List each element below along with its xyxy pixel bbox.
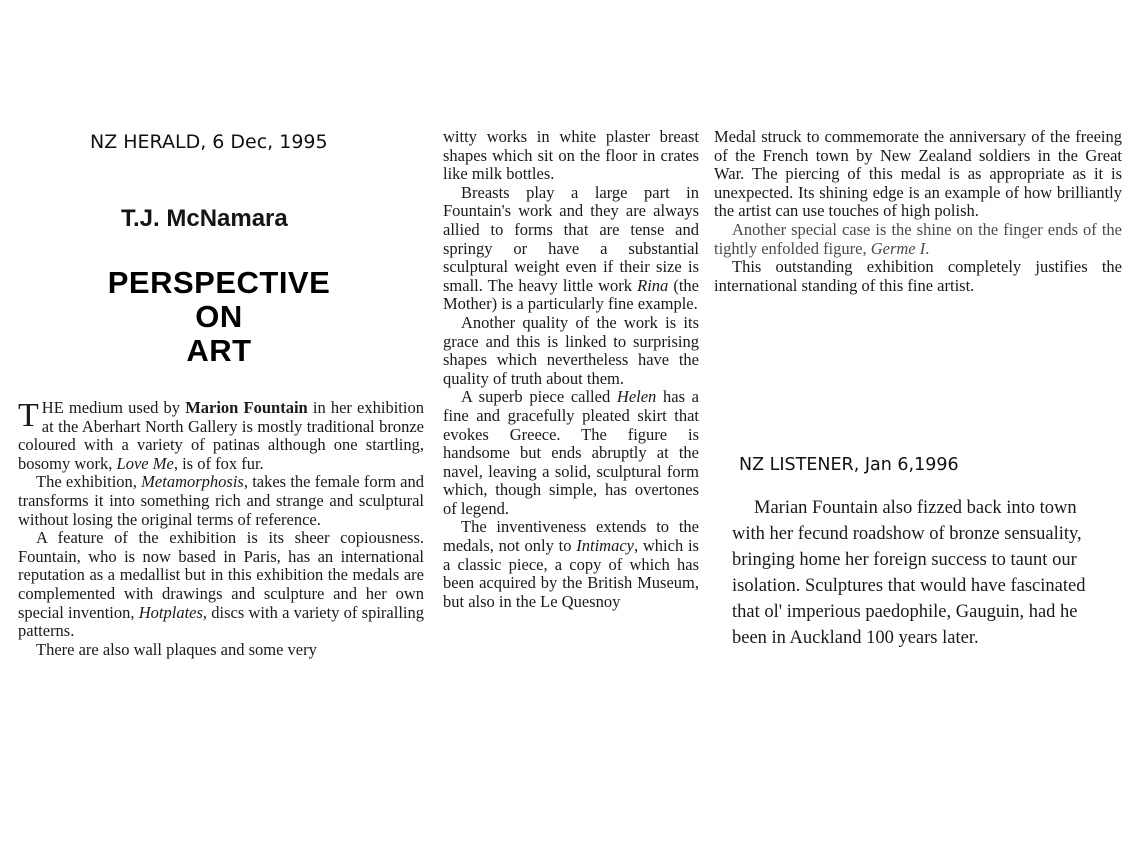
- paragraph: [18, 399, 424, 473]
- herald-column-2: [443, 128, 699, 740]
- text-run: The exhibition,: [36, 472, 142, 492]
- headline-line-1: PERSPECTIVE: [107, 265, 331, 300]
- herald-column-1: [18, 399, 424, 739]
- text-run: , which is a classic piece, a copy of which has been acquired by the British Museum, but also in the Le Quesnoy: [443, 536, 699, 611]
- paragraph: [714, 221, 1122, 258]
- headline-line-2: ON: [195, 299, 243, 334]
- text-run: has a fine and gracefully pleated skirt that evokes Greece. The figure is handsome but ends abruptly at the navel, leaving a solid, sculptural form which, though simple, has overtones of legend.: [443, 387, 699, 518]
- work-title: Hotplates: [138, 602, 203, 622]
- paragraph: witty works in white plaster breast shapes which sit on the floor in crates like milk bottles.: [443, 128, 699, 184]
- paragraph: [443, 388, 699, 518]
- text-run: A superb piece called: [461, 387, 617, 407]
- paragraph: [18, 529, 424, 641]
- paragraph: [443, 184, 699, 314]
- work-title: Helen: [616, 387, 657, 407]
- text-run: Breasts play a large part in Fountain's work and they are always allied to forms that are tense and springy or have a substantial sculptural weight even if their size is small. The heavy little work: [443, 182, 699, 295]
- listener-excerpt: [732, 495, 1106, 651]
- headline-line-3: ART: [186, 333, 252, 368]
- herald-source-label: NZ HERALD, 6 Dec, 1995: [90, 131, 328, 153]
- article-byline: T.J. McNamara: [121, 205, 288, 232]
- paragraph: This outstanding exhibition completely justifies the international standing of this fine artist.: [714, 257, 1122, 295]
- paragraph: [443, 518, 699, 611]
- text-run: (the Mother) is a particularly fine example.: [443, 275, 699, 314]
- work-title: Intimacy: [576, 536, 634, 556]
- article-headline: [98, 266, 340, 368]
- work-title: Germe I: [870, 238, 926, 258]
- text-run: , discs with a variety of spiralling patterns.: [18, 602, 424, 641]
- text-run: , is of fox fur.: [173, 453, 264, 473]
- paragraph: Medal struck to commemorate the anniversary of the freeing of the French town by New Zealand soldiers in the Great War. The piercing of this medal is as appropriate as it is unexpected. Its shining edge is an example of how brilliantly the artist can use touches of high polish.: [714, 128, 1122, 221]
- artist-name: Marion Fountain: [185, 399, 308, 417]
- text-run: HE medium used by: [41, 399, 186, 417]
- work-title: Love Me: [116, 453, 174, 473]
- text-run: Another special case is the shine on the finger ends of the tightly enfolded figure,: [714, 219, 1122, 258]
- text-run: .: [925, 238, 930, 258]
- paragraph: [18, 473, 424, 529]
- text-run: A feature of the exhibition is its sheer copiousness. Fountain, who is now based in Paris, has an international reputation as a medallist but in this exhibition the medals are complemented with drawings and sculpture and her own special invention,: [18, 528, 424, 622]
- paragraph: Marian Fountain also fizzed back into town with her fecund roadshow of bronze sensuality, bringing home her foreign success to taunt our isolation. Sculptures that would have fascinated that ol' imperious paedophile, Gauguin, had he been in Auckland 100 years later.: [732, 498, 1086, 648]
- paragraph: There are also wall plaques and some very: [36, 639, 317, 659]
- drop-cap: T: [18, 399, 39, 434]
- listener-source-label: NZ LISTENER, Jan 6,1996: [739, 455, 959, 475]
- herald-column-3: [714, 128, 1122, 328]
- paragraph: Another quality of the work is its grace and this is linked to surprising shapes which nevertheless have the quality of truth about them.: [443, 312, 699, 388]
- text-run: The inventiveness extends to the medals, not only to: [443, 517, 699, 556]
- text-run: , takes the female form and transforms it into something rich and strange and sculptural without losing the original terms of reference.: [18, 472, 424, 529]
- exhibition-title: Metamorphosis: [141, 472, 244, 492]
- text-run: in her exhibition at the Aberhart North Gallery is mostly traditional bronze coloured with a variety of patinas although one startling, bosomy work,: [18, 399, 424, 473]
- work-title: Rina: [637, 275, 669, 295]
